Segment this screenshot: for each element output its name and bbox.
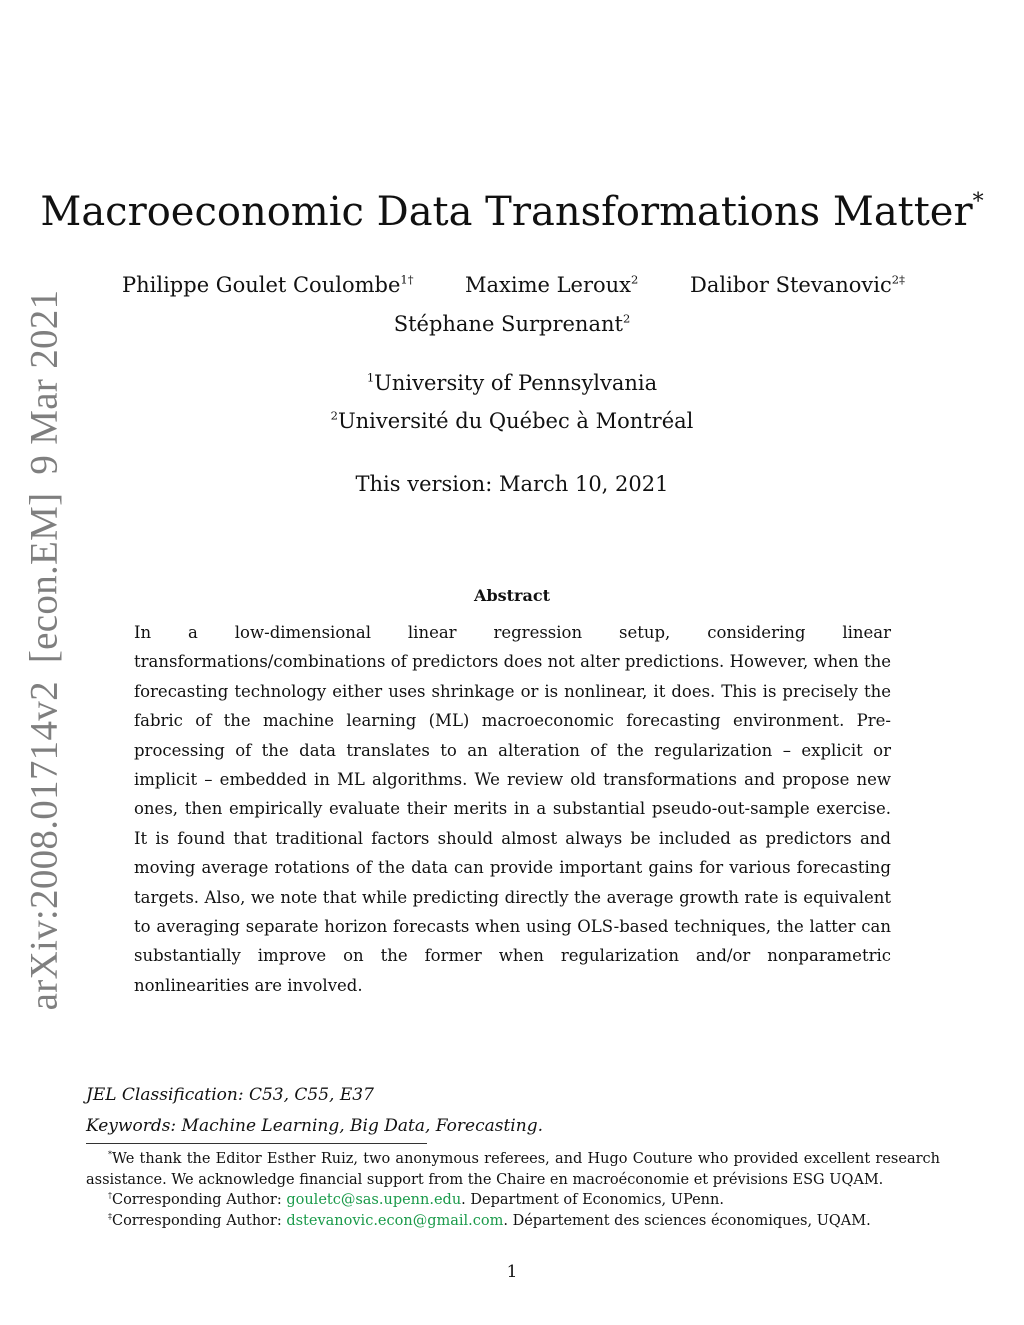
author-affiliation-marks: 2 [631, 272, 639, 287]
abstract-heading: Abstract [474, 586, 550, 605]
email-link-goulet-coulombe[interactable]: gouletc@sas.upenn.edu [286, 1192, 462, 1208]
jel-classification: JEL Classification: C53, C55, E37 [86, 1085, 374, 1105]
author-leroux [465, 270, 638, 300]
affiliation-uqam [0, 406, 1024, 436]
author-affiliation-marks: 1† [400, 272, 414, 287]
footnote-mark: ‡ [108, 1211, 112, 1221]
author-name: Philippe Goulet Coulombe [122, 273, 401, 297]
author-name: Stéphane Surprenant [393, 312, 623, 336]
version-date: This version: March 10, 2021 [355, 472, 669, 496]
affiliation-mark: 1 [366, 370, 375, 385]
footnotes [86, 1149, 940, 1231]
author-goulet-coulombe [122, 270, 414, 300]
arxiv-date: 9 Mar 2021 [22, 289, 66, 475]
author-affiliation-marks: 2 [622, 311, 631, 326]
title-footnote-mark: * [972, 189, 984, 215]
author-surprenant [0, 309, 1024, 339]
arxiv-category: [econ.EM] [22, 492, 66, 664]
paper-title [0, 188, 1024, 236]
footnote-text: We thank the Editor Esther Ruiz, two anonymous referees, and Hugo Couture who provided excellent research assistance. We acknowledge financial support from the Chaire en macroéconomie et prévisions ESG UQAM. [86, 1151, 940, 1188]
footnote-suffix: . Département des sciences économiques, UQAM. [503, 1212, 871, 1229]
author-name: Maxime Leroux [465, 273, 632, 297]
email-link-stevanovic[interactable]: dstevanovic.econ@gmail.com [286, 1212, 504, 1229]
footnote-acknowledgements [86, 1149, 940, 1190]
footnote-mark: † [108, 1191, 112, 1201]
affiliation-name: University of Pennsylvania [374, 371, 658, 395]
footnote-suffix: . Department of Economics, UPenn. [461, 1192, 724, 1208]
keywords: Keywords: Machine Learning, Big Data, Forecasting. [86, 1116, 543, 1136]
abstract-text: In a low-dimensional linear regression setup, considering linear transformations/combinations of predictors does not alter predictions. However, when the forecasting technology either uses shrinkage or is nonlinear, it does. This is precisely the fabric of the machine learning (ML) macroeconomic forecasting environment. Pre-processing of the data translates to an alteration of the regularization – explicit or implicit – embedded in ML algorithms. We review old transformations and propose new ones, then empirically evaluate their merits in a substantial pseudo-out-sample exercise. It is found that traditional factors should almost always be included as predictors and moving average rotations of the data can provide important gains for various forecasting targets. Also, we note that while predicting directly the average growth rate is equivalent to averaging separate horizon forecasts when using OLS-based techniques, the latter can substantially improve on the former when regularization and/or nonparametric nonlinearities are involved. [134, 623, 891, 995]
author-affiliation-marks: 2‡ [891, 272, 905, 287]
footnote-corresponding-author-3 [86, 1211, 940, 1232]
affiliation-upenn [0, 368, 1024, 398]
affiliation-name: Université du Québec à Montréal [337, 409, 694, 433]
author-stevanovic [690, 270, 905, 300]
page-number: 1 [506, 1262, 518, 1282]
footnote-prefix: Corresponding Author: [111, 1212, 287, 1229]
affiliation-mark: 2 [330, 408, 338, 423]
footnote-corresponding-author-1 [86, 1190, 940, 1211]
footnote-divider [86, 1143, 427, 1144]
footnote-mark: * [108, 1150, 112, 1160]
arxiv-id: arXiv:2008.01714v2 [22, 681, 66, 1011]
paper-title-text: Macroeconomic Data Transformations Matter [40, 189, 973, 235]
author-name: Dalibor Stevanovic [690, 273, 892, 297]
footnote-prefix: Corresponding Author: [111, 1192, 287, 1208]
